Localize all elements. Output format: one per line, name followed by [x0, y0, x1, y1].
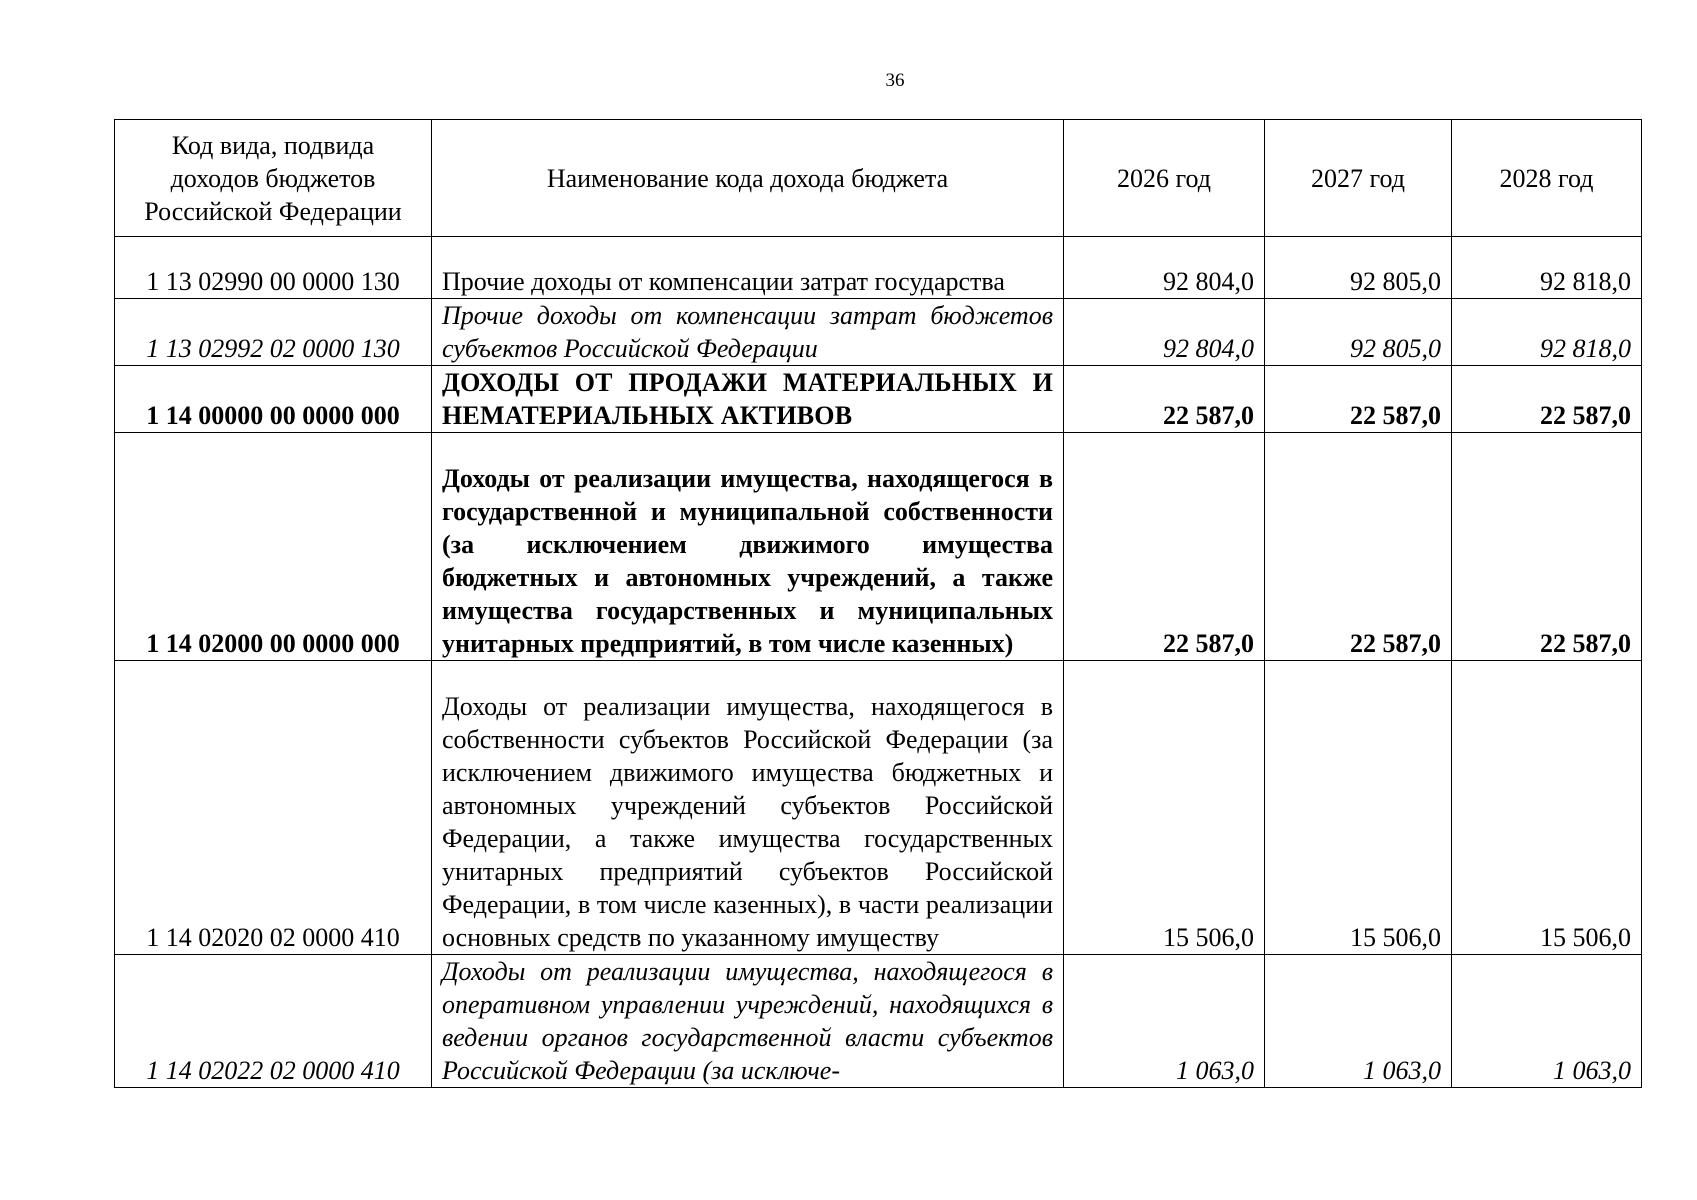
table-row — [115, 366, 1642, 433]
row-name: Доходы от реализации имущества, находящегося в оперативном управлении учреждений, находящихся в ведении органов государственной власти субъектов Российской Федерации (за исключе- — [432, 955, 1064, 1088]
row-code: 1 14 02020 02 0000 410 — [115, 661, 432, 955]
row-value-2027: 1 063,0 — [1265, 955, 1452, 1088]
row-value-2027: 92 805,0 — [1265, 237, 1452, 299]
row-code: 1 13 02990 00 0000 130 — [115, 237, 432, 299]
table-row — [115, 237, 1642, 299]
row-value-2028: 1 063,0 — [1452, 955, 1642, 1088]
row-value-2027: 22 587,0 — [1265, 366, 1452, 433]
row-name: Доходы от реализации имущества, находящегося в государственной и муниципальной собственности (за исключением движимого имущества бюджетных и автономных учреждений, а также имущества государственных и муниципальных унитарных предприятий, в том числе казенных) — [432, 433, 1064, 661]
table-row — [115, 299, 1642, 366]
row-code: 1 14 02022 02 0000 410 — [115, 955, 432, 1088]
table-row — [115, 955, 1642, 1088]
row-value-2028: 22 587,0 — [1452, 366, 1642, 433]
row-value-2028: 92 818,0 — [1452, 237, 1642, 299]
row-value-2026: 22 587,0 — [1064, 366, 1265, 433]
header-name: Наименование кода дохода бюджета — [432, 120, 1064, 237]
row-name: ДОХОДЫ ОТ ПРОДАЖИ МАТЕРИАЛЬНЫХ И НЕМАТЕРИАЛЬНЫХ АКТИВОВ — [432, 366, 1064, 433]
row-value-2027: 92 805,0 — [1265, 299, 1452, 366]
row-value-2026: 92 804,0 — [1064, 237, 1265, 299]
row-value-2028: 92 818,0 — [1452, 299, 1642, 366]
revenue-table — [114, 119, 1642, 1088]
row-value-2026: 92 804,0 — [1064, 299, 1265, 366]
row-name: Доходы от реализации имущества, находящегося в собственности субъектов Российской Федерации (за исключением движимого имущества бюджетных и автономных учреждений субъектов Российской Федерации, а также имущества государственных унитарных предприятий субъектов Российской Федерации, в том числе казенных), в части реализации основных средств по указанному имуществу — [432, 661, 1064, 955]
table-header-row — [115, 120, 1642, 237]
header-year-2028: 2028 год — [1452, 120, 1642, 237]
row-name: Прочие доходы от компенсации затрат государства — [432, 237, 1064, 299]
row-code: 1 13 02992 02 0000 130 — [115, 299, 432, 366]
row-value-2028: 15 506,0 — [1452, 661, 1642, 955]
row-value-2027: 22 587,0 — [1265, 433, 1452, 661]
page-number: 36 — [885, 70, 905, 91]
row-value-2026: 1 063,0 — [1064, 955, 1265, 1088]
row-value-2026: 22 587,0 — [1064, 433, 1265, 661]
header-year-2027: 2027 год — [1265, 120, 1452, 237]
row-value-2028: 22 587,0 — [1452, 433, 1642, 661]
table-row — [115, 433, 1642, 661]
row-code: 1 14 02000 00 0000 000 — [115, 433, 432, 661]
row-code: 1 14 00000 00 0000 000 — [115, 366, 432, 433]
table-row — [115, 661, 1642, 955]
row-value-2027: 15 506,0 — [1265, 661, 1452, 955]
row-value-2026: 15 506,0 — [1064, 661, 1265, 955]
header-code: Код вида, подвида доходов бюджетов Российской Федерации — [115, 120, 432, 237]
row-name: Прочие доходы от компенсации затрат бюджетов субъектов Российской Федерации — [432, 299, 1064, 366]
header-year-2026: 2026 год — [1064, 120, 1265, 237]
